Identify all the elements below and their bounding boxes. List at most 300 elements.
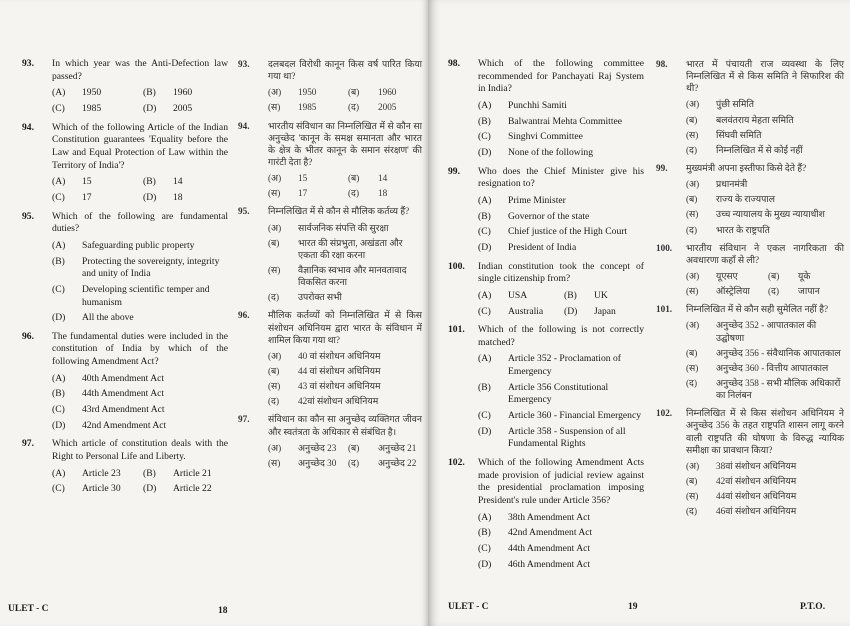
question-item — [238, 309, 422, 407]
answer-option — [686, 347, 844, 359]
option-label: (स) — [686, 491, 699, 502]
answer-option — [768, 270, 844, 282]
option-label: (B) — [478, 115, 491, 127]
answer-option — [268, 172, 342, 184]
option-label: (A) — [52, 239, 66, 251]
answer-option — [686, 285, 762, 297]
answer-option — [268, 237, 422, 261]
answer-option — [686, 178, 844, 190]
option-label: (अ) — [686, 179, 700, 190]
question-number: 93. — [22, 58, 34, 69]
options-list — [478, 290, 644, 318]
option-text: जापान — [798, 286, 820, 297]
option-text: Singhvi Committee — [508, 131, 583, 143]
option-text: Governor of the state — [508, 210, 590, 222]
option-label: (द) — [268, 292, 279, 303]
question-item — [238, 413, 422, 469]
option-text: उपरोक्त सभी — [298, 292, 342, 303]
option-label: (A) — [478, 99, 492, 111]
option-label: (अ) — [268, 442, 282, 453]
question-text: संविधान का कौन सा अनुच्छेद व्यक्तिगत जीवन और स्वतंत्रता के अधिकार से संबंधित है। — [268, 414, 422, 437]
answer-option — [268, 291, 422, 303]
options-list — [478, 512, 644, 572]
question-item — [656, 407, 844, 517]
question-item — [656, 58, 844, 156]
option-text: 42वां संशोधन अधिनियम — [298, 396, 379, 407]
answer-option — [686, 377, 844, 401]
option-label: (D) — [478, 146, 492, 158]
option-label: (D) — [143, 191, 157, 203]
answer-option — [478, 527, 644, 540]
option-label: (द) — [686, 377, 697, 388]
question-number: 100. — [448, 260, 465, 272]
option-text: Balwantrai Mehta Committee — [508, 115, 623, 127]
question-text: निम्नलिखित में से कौन सही सुमेलित नहीं है? — [686, 304, 829, 315]
option-text: 2005 — [378, 102, 397, 113]
answer-option — [348, 442, 422, 454]
option-label: (ब) — [686, 194, 698, 205]
option-text: 15 — [82, 176, 92, 188]
question-text: Which of the following committee recommended for Panchayati Raj System in India? — [478, 58, 644, 95]
answer-option — [686, 129, 844, 141]
option-text: 17 — [298, 188, 308, 199]
option-label: (अ) — [268, 87, 282, 98]
answer-option — [478, 242, 644, 255]
answer-option — [478, 226, 644, 239]
option-text: 43rd Amendment Act — [82, 404, 165, 416]
answer-option — [52, 87, 137, 100]
options-list — [268, 350, 422, 408]
option-label: (अ) — [268, 222, 282, 233]
option-label: (B) — [564, 289, 577, 301]
option-label: (A) — [478, 511, 492, 523]
option-label: (C) — [478, 305, 491, 317]
answer-option — [478, 410, 644, 423]
answer-option — [478, 147, 644, 160]
question-text: Indian constitution took the concept of single citizenship from? — [478, 260, 644, 285]
option-label: (C) — [478, 543, 491, 554]
footer-code: ULET - C — [448, 602, 489, 612]
answer-option — [348, 172, 422, 184]
option-label: (अ) — [686, 270, 700, 281]
option-text: अनुच्छेद 21 — [378, 442, 417, 453]
question-item — [238, 58, 422, 114]
answer-option — [686, 224, 844, 236]
answer-option — [143, 483, 228, 496]
option-text: यूएसए — [716, 270, 738, 281]
answer-option — [268, 222, 422, 234]
answer-option — [686, 362, 844, 374]
option-text: 46th Amendment Act — [508, 558, 591, 570]
option-text: भारत के राष्ट्रपति — [716, 224, 770, 235]
question-item — [22, 122, 228, 205]
options-list — [478, 353, 644, 451]
option-label: (अ) — [686, 99, 700, 110]
option-text: Punchhi Samiti — [508, 99, 567, 111]
option-text: प्रधानमंत्री — [716, 179, 748, 190]
option-label: (अ) — [268, 350, 282, 361]
option-text: 18 — [173, 191, 183, 203]
question-text: In which year was the Anti-Defection law passed? — [52, 58, 228, 82]
option-text: 14 — [173, 176, 183, 188]
option-label: (स) — [268, 102, 281, 113]
question-text: मुख्यमंत्री अपना इस्तीफा किसे देते हैं? — [686, 162, 807, 173]
option-label: (अ) — [686, 460, 700, 471]
option-text: President of India — [508, 241, 577, 253]
option-label: (स) — [686, 286, 699, 297]
option-label: (ब) — [686, 114, 698, 125]
answer-option — [686, 475, 844, 487]
answer-option — [143, 103, 228, 116]
question-number: 98. — [656, 59, 668, 69]
answer-option — [478, 306, 558, 319]
option-label: (C) — [52, 102, 65, 114]
option-label: (द) — [268, 396, 279, 407]
answer-option — [268, 380, 422, 392]
answer-option — [686, 193, 844, 205]
options-list — [52, 87, 228, 115]
option-label: (द) — [348, 457, 359, 468]
option-label: (C) — [52, 404, 65, 416]
option-label: (B) — [143, 176, 156, 188]
question-item — [22, 58, 228, 116]
answer-option — [268, 86, 342, 98]
option-text: Chief justice of the High Court — [508, 226, 628, 238]
options-list — [268, 172, 422, 199]
options-list — [268, 86, 422, 113]
question-text: निम्नलिखित में से कौन से मौलिक कर्तव्य हैं? — [268, 206, 410, 217]
question-number: 102. — [656, 408, 673, 419]
answer-option — [686, 208, 844, 220]
answer-option — [52, 176, 137, 189]
option-text: अनुच्छेद 23 — [298, 442, 337, 453]
answer-option — [564, 290, 644, 303]
answer-option — [52, 312, 228, 325]
option-text: Article 358 - Suspension of all Fundamental Rights — [508, 425, 626, 450]
question-item — [448, 324, 644, 451]
option-label: (ब) — [348, 442, 360, 453]
answer-option — [52, 468, 137, 481]
question-item — [22, 211, 228, 325]
answer-option — [52, 192, 137, 205]
right-hindi-column — [656, 58, 844, 523]
answer-option — [478, 116, 644, 129]
left-hindi-column — [238, 58, 422, 475]
option-text: 18 — [378, 188, 388, 199]
answer-option — [348, 86, 422, 98]
question-item — [656, 162, 844, 236]
option-label: (D) — [143, 102, 157, 114]
option-text: अनुच्छेद 30 — [298, 457, 337, 468]
option-text: Article 30 — [82, 483, 121, 495]
option-label: (A) — [52, 372, 66, 384]
question-number: 96. — [22, 330, 34, 342]
option-label: (D) — [478, 558, 492, 570]
option-text: 15 — [298, 173, 308, 184]
question-number: 100. — [656, 242, 673, 253]
options-list — [686, 319, 844, 401]
footer-code: ULET - C — [8, 604, 49, 614]
option-label: (अ) — [268, 173, 282, 184]
answer-option — [143, 192, 228, 205]
question-text: Which article of constitution deals with the Right to Personal Life and Liberty. — [52, 438, 228, 463]
answer-option — [52, 483, 137, 496]
options-list — [686, 270, 844, 297]
option-label: (ब) — [268, 237, 280, 248]
question-number: 98. — [448, 58, 460, 69]
option-text: बलवंतराय मेहता समिति — [716, 114, 794, 125]
option-text: Article 352 - Proclamation of Emergency — [508, 353, 621, 378]
option-text: Article 22 — [173, 483, 212, 495]
option-label: (स) — [686, 129, 699, 140]
option-label: (C) — [478, 410, 491, 422]
option-text: 44th Amendment Act — [82, 388, 165, 400]
option-text: Protecting the sovereignty, integrity and unity of India — [82, 255, 220, 280]
option-label: (द) — [348, 188, 359, 199]
option-label: (द) — [686, 506, 697, 517]
answer-option — [268, 442, 342, 454]
option-label: (स) — [268, 188, 281, 199]
option-text: 44th Amendment Act — [508, 543, 591, 554]
option-text: अनुच्छेद 360 - वित्तीय आपातकाल — [716, 362, 829, 373]
option-text: Article 356 Constitutional Emergency — [508, 381, 609, 406]
left-english-column — [22, 58, 228, 502]
option-text: पुंछी समिति — [716, 99, 755, 110]
option-label: (C) — [52, 283, 65, 295]
option-label: (B) — [478, 381, 491, 393]
option-text: 2005 — [173, 102, 193, 114]
option-text: 38th Amendment Act — [508, 511, 591, 523]
answer-option — [52, 388, 228, 401]
answer-option — [478, 195, 644, 208]
question-text: The fundamental duties were included in the constitution of India by which of the following Amendment Act? — [52, 330, 228, 368]
option-label: (C) — [52, 191, 65, 203]
option-text: 1960 — [378, 87, 397, 98]
right-english-column — [448, 58, 644, 577]
option-label: (A) — [52, 87, 66, 99]
option-text: Japan — [594, 305, 616, 317]
question-item — [22, 331, 228, 433]
answer-option — [564, 306, 644, 319]
answer-option — [52, 103, 137, 116]
option-text: ऑस्ट्रेलिया — [716, 286, 750, 297]
answer-option — [52, 373, 228, 386]
options-list — [686, 178, 844, 236]
option-text: अनुच्छेद 352 - आपातकाल की उद्घोषणा — [716, 320, 817, 343]
answer-option — [52, 420, 228, 433]
answer-option — [686, 505, 844, 517]
option-text: 17 — [82, 191, 92, 203]
option-label: (अ) — [686, 320, 700, 331]
option-label: (B) — [52, 255, 65, 267]
option-text: 1950 — [298, 87, 317, 98]
answer-option — [268, 365, 422, 377]
answer-option — [268, 101, 342, 113]
question-item — [448, 261, 644, 319]
answer-option — [268, 457, 342, 469]
option-text: Prime Minister — [508, 194, 566, 206]
option-text: None of the following — [508, 146, 593, 158]
answer-option — [478, 543, 644, 556]
pto-label: P.T.O. — [800, 602, 826, 612]
option-label: (D) — [478, 241, 492, 253]
option-label: (ब) — [686, 347, 698, 358]
question-item — [656, 242, 844, 298]
question-text: Who does the Chief Minister give his resignation to? — [478, 165, 644, 190]
question-item — [22, 438, 228, 496]
question-number: 96. — [238, 310, 250, 321]
answer-option — [478, 382, 644, 407]
option-label: (A) — [478, 194, 492, 206]
question-number: 93. — [238, 59, 250, 69]
question-item — [238, 120, 422, 200]
option-label: (C) — [478, 226, 491, 238]
option-label: (C) — [52, 483, 65, 495]
option-label: (ब) — [768, 270, 780, 281]
option-label: (स) — [686, 209, 699, 220]
answer-option — [478, 131, 644, 144]
option-text: अनुच्छेद 22 — [378, 457, 417, 468]
question-item — [448, 58, 644, 160]
answer-option — [52, 240, 228, 253]
question-text: Which of the following Amendment Acts made provision of judicial review against the presidential proclamation imposing President's rule under Article 356? — [478, 457, 644, 507]
options-list — [52, 176, 228, 204]
answer-option — [143, 176, 228, 189]
option-text: UK — [594, 289, 608, 301]
answer-option — [478, 211, 644, 224]
answer-option — [686, 460, 844, 472]
option-text: यूके — [798, 270, 811, 281]
answer-option — [268, 395, 422, 407]
option-text: 40 वां संशोधन अधिनियम — [298, 350, 381, 361]
question-number: 99. — [656, 162, 668, 173]
answer-option — [143, 468, 228, 481]
answer-option — [348, 457, 422, 469]
option-label: (ब) — [268, 365, 280, 376]
options-list — [686, 460, 844, 518]
option-label: (ब) — [686, 475, 698, 486]
question-number: 95. — [22, 210, 34, 222]
question-number: 94. — [22, 121, 34, 133]
options-list — [478, 100, 644, 160]
question-text: निम्नलिखित में से किस संशोधन अधिनियम ने अनुच्छेद 356 के तहत राष्ट्रपति शासन लागू करने वाली राष्ट्रपति की घोषणा के विरुद्ध न्यायिक समीक्षा का प्रावधान किया? — [686, 408, 844, 455]
option-label: (D) — [478, 425, 492, 437]
option-text: 42nd Amendment Act — [82, 419, 167, 431]
option-text: 1960 — [173, 87, 193, 99]
question-number: 101. — [448, 324, 465, 336]
option-text: Safeguarding public property — [82, 239, 195, 251]
answer-option — [268, 264, 422, 288]
option-text: All the above — [82, 312, 134, 324]
page-number: 19 — [628, 602, 638, 612]
option-label: (द) — [768, 286, 779, 297]
option-text: Australia — [508, 305, 544, 317]
option-label: (B) — [478, 527, 491, 539]
answer-option — [348, 187, 422, 199]
option-text: सार्वजनिक संपत्ति की सुरक्षा — [298, 222, 389, 233]
question-text: भारत में पंचायती राज व्यवस्था के लिए निम्नलिखित में से किस समिति ने सिफारिश की थी? — [686, 59, 844, 94]
option-label: (A) — [52, 176, 66, 188]
page-number: 18 — [218, 606, 228, 616]
option-label: (स) — [268, 264, 281, 275]
option-text: भारत की संप्रभुता, अखंडता और एकता की रक्षा करना — [298, 237, 403, 260]
option-label: (ब) — [348, 173, 360, 184]
option-label: (D) — [564, 305, 578, 317]
option-text: Article 360 - Financial Emergency — [508, 410, 642, 422]
question-item — [238, 205, 422, 303]
option-text: 44 वां संशोधन अधिनियम — [298, 365, 381, 376]
question-text: Which of the following is not correctly matched? — [478, 324, 644, 348]
option-text: उच्च न्यायालय के मुख्य न्यायाधीश — [716, 209, 825, 220]
answer-option — [478, 426, 644, 451]
answer-option — [52, 284, 228, 309]
option-text: 42nd Amendment Act — [508, 527, 593, 539]
option-label: (D) — [52, 419, 66, 431]
option-label: (ब) — [348, 87, 360, 98]
answer-option — [143, 87, 228, 100]
option-label: (द) — [348, 102, 359, 113]
option-label: (C) — [478, 131, 491, 143]
option-label: (द) — [686, 144, 697, 155]
question-item — [448, 166, 644, 255]
option-text: USA — [508, 289, 528, 301]
answer-option — [478, 290, 558, 303]
question-text: दलबदल विरोधी कानून किस वर्ष पारित किया गया था? — [268, 59, 422, 82]
options-list — [686, 98, 844, 156]
option-text: 1985 — [298, 102, 317, 113]
options-list — [268, 442, 422, 469]
question-text: भारतीय संविधान ने एकल नागरिकता की अवधारणा कहाँ से ली? — [686, 242, 844, 265]
option-label: (B) — [143, 87, 156, 99]
option-text: 42वां संशोधन अधिनियम — [716, 475, 797, 486]
option-label: (A) — [52, 467, 66, 479]
option-label: (B) — [52, 388, 65, 400]
option-label: (A) — [478, 289, 492, 301]
option-label: (द) — [686, 224, 697, 235]
option-text: Developing scientific temper and humanism — [82, 283, 210, 308]
question-item — [656, 303, 844, 401]
option-label: (D) — [143, 483, 157, 495]
option-text: 1950 — [82, 87, 102, 99]
option-text: वैज्ञानिक स्वभाव और मानवतावाद विकसित करना — [298, 264, 407, 288]
option-text: अनुच्छेद 358 - सभी मौलिक अधिकारों का निलंबन — [716, 377, 841, 401]
option-text: 46वां संशोधन अधिनियम — [716, 506, 797, 517]
answer-option — [52, 256, 228, 281]
answer-option — [686, 98, 844, 110]
option-text: Article 21 — [173, 467, 212, 479]
option-label: (B) — [478, 210, 491, 222]
answer-option — [478, 512, 644, 525]
answer-option — [478, 353, 644, 378]
option-text: राज्य के राज्यपाल — [716, 194, 775, 205]
answer-option — [348, 101, 422, 113]
answer-option — [52, 404, 228, 417]
option-text: 14 — [378, 173, 388, 184]
question-number: 102. — [448, 457, 465, 469]
question-number: 97. — [22, 438, 34, 450]
option-text: 44वां संशोधन अधिनियम — [716, 491, 797, 502]
question-text: मौलिक कर्तव्यों को निम्नलिखित में से किस संशोधन अधिनियम द्वारा भारत के संविधान में शामिल किया गया था? — [268, 310, 422, 345]
option-text: अनुच्छेद 356 - संवैधानिक आपातकाल — [716, 347, 841, 358]
answer-option — [686, 319, 844, 343]
question-text: Which of the following Article of the Indian Constitution guarantees 'Equality before the Law and Equal Protection of Law within the Territory of India'? — [52, 121, 228, 171]
options-list — [52, 240, 228, 325]
options-list — [268, 222, 422, 304]
options-list — [52, 468, 228, 496]
question-number: 97. — [238, 414, 250, 425]
option-text: 38वां संशोधन अधिनियम — [716, 460, 797, 471]
option-label: (B) — [143, 467, 156, 479]
